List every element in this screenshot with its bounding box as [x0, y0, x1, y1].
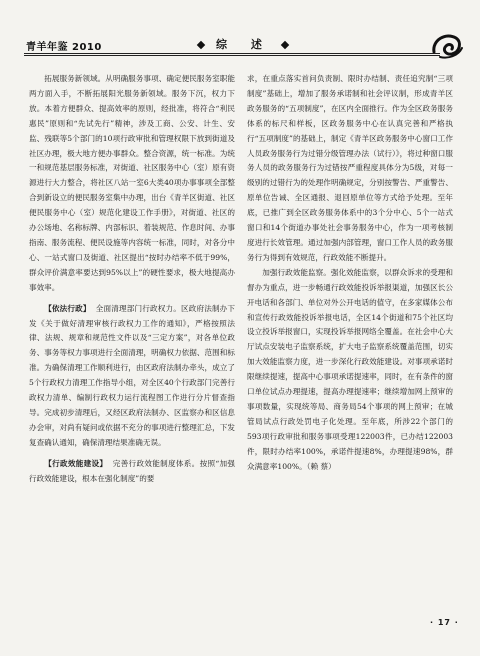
diamond-ornament-left [197, 41, 205, 49]
swirl-logo-icon [430, 30, 464, 60]
paragraph: 拓展服务新领域。从明确服务事项、确定便民服务室职能两方面入手，不断拓展阳光服务新领域。服务下沉，权力下放。本着方便群众、提高效率的原则，经批准，将符合“利民惠民”原则和“先试先行”精神，涉及工商、公安、计生、安监、残联等5个部门的10项行政审批和管理权限下放到街道及社区办理，极大地方便办事群众。整合资源，统一标准。为统一和规范基层服务标准，对街道、社区服务中心（室）原有资源进行大力整合，将社区八站一室6大类40项办事事项全部整合到新设立的便民服务室集中办理，出台《青羊区街道、社区便民服务中心（室）规范化建设工作手册》，对街道、社区的办公场地、名称标牌、内部标识、着装规范、作息时间、办事指南、服务流程、便民设施等内容统一标准，同时，对各分中心、一站式窗口及街道、社区提出“按时办结率不低于99%，群众评价满意率要达到95%以上”的硬性要求，极大地提高办事效率。 [29, 74, 235, 292]
left-column [29, 72, 235, 486]
page-number: · 17 · [430, 618, 459, 627]
paragraph-continued: 求，在重点落实首问负责制、限时办结制、责任追究制“三项制度”基础上，增加了服务承诺制和社会评议制，形成青羊区政务服务的“五项制度”，在区内全面推行。作为全区政务服务体系的标尺和样板，区政务服务中心在认真完善和严格执行“五项制度”的基础上，制定《青羊区政务服务中心窗口工作人员政务服务行为过错分级管理办法（试行）》，将过种窗口服务人员的政务服务行为过错按严重程度具体分为5级，对每一级别的过错行为的处理作明确规定，分别按警告、严重警告、原单位告诫、全区通报、退回原单位等方式给予处理。至年底，已推广到全区政务服务体系中的3个分中心、5个一站式窗口和14个街道办事处社会事务服务中心，作为一项考核制度进行长效管理。通过加强内部管理，窗口工作人员的政务服务行为得到有效规范，行政效能不断提升。 [247, 74, 453, 262]
section-tag: 【依法行政】 [44, 303, 91, 313]
diamond-ornament-right [281, 41, 289, 49]
paragraph: 加强行政效能监察。强化效能监察，以群众诉求的受理和督办为重点，进一步畅通行政效能投诉举报渠道，加强区长公开电话和各部门、单位对外公开电话的值守，在多家媒体公布和宣传行政效能投诉举报电话，全区14个街道和75个社区均设立投诉举报窗口，实现投诉举报网络全覆盖。在社会中心大厅试点安装电子监察系统，扩大电子监察系统覆盖范围，切实加大效能监察力度，进一步深化行政效能建设。对事项承诺时限继续提速，提高中心事项承诺提速率，同时，在有条件的窗口单位试点办理提速，提高办理提速率；继续增加网上预审的事项数量，实现统等局、商务局54个事项的网上预审；在城管局试点行政处罚电子化处理。至年底，所涉22个部门的593项行政审批和服务事项受理122003件，已办结122003件，限时办结率100%，承诺件提速8%，办理提速98%，群众满意率100%。（赖 蔡） [247, 267, 453, 471]
running-header [20, 34, 468, 56]
journal-title: 青羊年鉴 2010 [26, 42, 102, 53]
section-title: 综 述 [216, 38, 272, 51]
header-rule [24, 53, 440, 56]
paragraph-administration-by-law [29, 302, 235, 451]
right-column [247, 72, 453, 474]
section-tag: 【行政效能建设】 [44, 458, 108, 468]
paragraph-text: 全面清理部门行政权力。区政府法制办下发《关于做好清理审核行政权力工作的通知》，严格按照法律、法规、规章和规范性文件以及“三定方案”，对各单位政务、事务等权力事项进行全面清理，明确权力依据、范围和标准。为确保清理工作顺利进行，由区政府法制办牵头，成立了5个行政权力清理工作指导小组，对全区40个行政部门完善行政权力清单、编制行政权力运行流程图工作进行分片督查指导。完成初步清理后，又经区政府法制办、区监察办和区信息办会审，对尚有疑问或依据不充分的事项进行整理汇总，下发复查确认通知，确保清理结果准确无误。 [29, 303, 236, 447]
paragraph-text: 完善行政效能制度体系。按照“加强行政效能建设，根本在强化制度”的要 [29, 458, 236, 483]
paragraph-efficiency-building [29, 457, 235, 487]
